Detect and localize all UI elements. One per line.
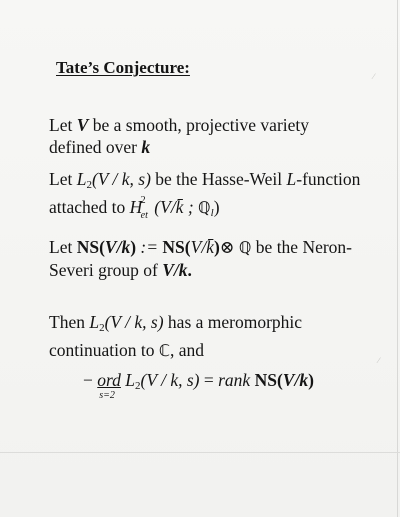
paragraph-neron-severi <box>49 236 352 281</box>
conjecture-formula <box>83 370 314 401</box>
text: Severi group of <box>49 260 163 280</box>
NS-symbol: NS( <box>76 237 105 257</box>
scan-speck: ⁄ <box>373 72 375 81</box>
variable-Vkbar: V/k̄ <box>190 237 214 257</box>
scan-line <box>0 452 400 453</box>
rank-text: rank <box>218 370 251 390</box>
variable-k: k <box>141 137 151 157</box>
text: continuation to <box>49 340 159 360</box>
subscript: 2 <box>135 380 141 392</box>
paragraph-l-function <box>49 168 360 224</box>
variable-Vk: V/k <box>282 370 309 390</box>
subscript: l <box>210 207 214 219</box>
text: ) <box>308 370 314 390</box>
text: be a smooth, projective variety <box>88 115 310 135</box>
subscript: 2 <box>99 322 105 334</box>
ord-subscript: s=2 <box>99 390 115 401</box>
L-symbol: L <box>76 169 87 189</box>
variable-Vk: V/k <box>104 237 131 257</box>
l-function-args: (V / k, s) <box>140 370 200 390</box>
definition-symbol: := <box>136 237 163 257</box>
ord-text: ord <box>97 370 121 390</box>
text: has a meromorphic <box>163 312 303 332</box>
tensor-symbol: ⊗ <box>219 237 239 257</box>
L-symbol: L <box>89 312 100 332</box>
text: ) <box>130 237 137 257</box>
paragraph-continuation <box>49 311 302 362</box>
variable-V: V <box>76 115 89 135</box>
text: , and <box>170 340 205 360</box>
text: Let <box>49 237 77 257</box>
scan-speck: ⁄ <box>378 356 380 365</box>
cohomology-symbol <box>129 195 148 221</box>
equals-sign: = <box>199 370 219 390</box>
text: be the Neron- <box>251 237 353 257</box>
l-function-args: (V / k, s) <box>91 169 151 189</box>
scan-edge <box>397 0 398 517</box>
variable-Vk: V/k <box>162 260 188 280</box>
text: defined over <box>49 137 142 157</box>
l-function-args: (V / k, s) <box>104 312 164 332</box>
text: be the Hasse-Weil <box>150 169 287 189</box>
L-symbol: L <box>120 370 136 390</box>
cohomology-args: (V/k̄ ; <box>154 197 199 217</box>
NS-symbol: NS( <box>250 370 283 390</box>
text: Let <box>49 169 77 189</box>
text: -function <box>296 169 361 189</box>
minus-sign: − <box>83 370 98 390</box>
complex-symbol: ℂ <box>158 341 171 360</box>
text: Let <box>49 115 77 135</box>
page-title: Tate’s Conjecture: <box>56 58 190 77</box>
H-symbol: H <box>129 197 143 217</box>
NS-symbol: NS( <box>162 237 191 257</box>
subscript: 2 <box>86 179 92 191</box>
text: . <box>187 260 192 280</box>
rationals-symbol: ℚ <box>238 238 252 257</box>
superscript: 2 <box>140 195 146 206</box>
paragraph-variety <box>49 114 309 158</box>
L-symbol: L <box>286 169 297 189</box>
text: Then <box>49 312 90 332</box>
text: ) <box>213 237 220 257</box>
text: attached to <box>49 197 130 217</box>
subscript: et <box>140 210 148 221</box>
rationals-symbol: ℚ <box>198 198 211 217</box>
ord-operator <box>97 370 121 401</box>
text: ) <box>213 197 220 217</box>
